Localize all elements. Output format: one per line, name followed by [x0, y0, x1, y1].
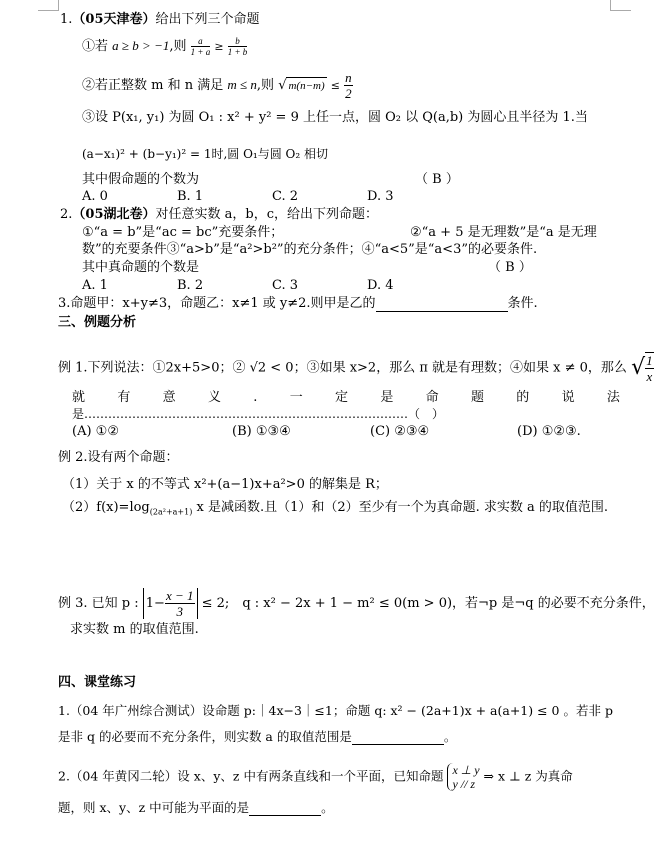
ex1-line2 — [72, 390, 620, 406]
fraction-1-over-x — [645, 352, 654, 384]
brace-bottom: y // z — [452, 777, 476, 791]
ex1-char: 就 — [72, 390, 86, 405]
q2-answer: （ B ） — [488, 260, 532, 275]
p1-answer-blank[interactable] — [352, 731, 444, 745]
p2-line1-after: ⇒ x ⊥ z 为真命 — [483, 768, 573, 784]
p2-line2-after: 。 — [321, 800, 334, 815]
ex2-item2 — [62, 500, 608, 521]
ex2-log-base: (2a²+a+1) — [149, 507, 193, 517]
ex1-line1 — [58, 352, 654, 384]
fraction-n2 — [344, 70, 353, 101]
q1-option-b: B. 1 — [177, 189, 204, 204]
ex1-char: 意 — [162, 390, 176, 405]
frac-x1-num: x − 1 — [165, 588, 194, 603]
frac-1-num: 1 — [646, 353, 653, 368]
q3 — [58, 296, 538, 312]
q1-item2-prefix: ②若正整数 m 和 n 满足 — [82, 78, 224, 93]
q1-option-c: C. 2 — [272, 189, 299, 204]
ex1-char: 有 — [117, 390, 131, 405]
ex1-line1-text: 例 1.下列说法：①2x+5>0；② √2 < 0；③如果 x>2，那么 π 就是有理数；④如果 x ≠ 0，那么 — [58, 360, 627, 376]
fraction-b — [228, 36, 248, 57]
ex3-abs-left: 1− — [145, 596, 165, 611]
section-4-title: 四、课堂练习 — [58, 675, 137, 690]
frac-b-num: b — [228, 36, 248, 47]
q1-item1-prefix: ①若 — [82, 39, 109, 54]
ex1-char: 命 — [425, 390, 439, 405]
ex1-char: 是 — [380, 390, 394, 405]
ex1-line3: 是………………………………………………………………………（ ） — [72, 407, 445, 421]
p2-line2 — [58, 800, 334, 816]
ex1-option-d: (D) ①②③. — [517, 424, 581, 439]
q2-option-b: B. 2 — [177, 278, 204, 293]
brace-top: x ⊥ y — [452, 763, 480, 777]
p1-line2-after: 。 — [443, 729, 457, 744]
sqrt-icon: √ — [631, 355, 646, 380]
ex1-option-c: (C) ②③④ — [370, 424, 430, 439]
sqrt-icon: √ — [278, 78, 287, 93]
q2-line1-left: ①“a = b”是“ac = bc”充要条件； — [82, 225, 284, 240]
ex1-char: 题 — [470, 390, 484, 405]
ex3-line1 — [58, 588, 655, 619]
q1-number: 1. — [60, 12, 73, 27]
q2-line1-right: ②“a + 5 是无理数”是“a 是无理 — [410, 225, 597, 240]
q1-item1-then: ,则 — [169, 39, 187, 54]
q2-option-d: D. 4 — [367, 278, 394, 293]
ex1-char: . — [253, 390, 258, 405]
ex3-line2: 求实数 m 的取值范围. — [70, 622, 199, 637]
q1-item2-rel: ≤ — [330, 79, 340, 92]
ex3-before: 例 3. 已知 p : — [58, 596, 139, 611]
q1-item1 — [82, 36, 247, 57]
q1-stem: 给出下列三个命题 — [155, 12, 260, 27]
section-3-title: 三、例题分析 — [58, 315, 137, 330]
p1-line2-text: 是非 q 的必要而不充分条件，则实数 a 的取值范围是 — [58, 729, 352, 744]
q1-option-a: A. 0 — [82, 189, 108, 204]
q1-item2 — [82, 70, 353, 101]
ex3-after: ≤ 2; q : x² − 2x + 1 − m² ≤ 0(m > 0)，若¬p 是¬q 的必要不充分条件， — [201, 596, 655, 611]
frac-n-num: n — [345, 70, 352, 85]
page-corner-mark-left — [38, 0, 59, 11]
q1-answer: （ B ） — [415, 172, 459, 187]
q2-heading — [60, 207, 378, 223]
fraction-x-1-over-3 — [165, 588, 195, 619]
absolute-value — [143, 588, 198, 619]
frac-a-num: a — [191, 36, 211, 47]
q2-question: 其中真命题的个数是 — [82, 260, 200, 275]
brace-system — [447, 763, 479, 791]
q1-option-d: D. 3 — [367, 189, 394, 204]
q1-item1-cond: a ≥ b > −1 — [112, 38, 170, 53]
ex1-char: 法 — [606, 390, 620, 405]
p1-line1: 1.（04 年广州综合测试）设命题 p:｜4x−3｜≤1；命题 q: x² − (2a+1)x + a(a+1) ≤ 0 。若非 p — [58, 703, 613, 718]
q1-item3-line2: (a−x₁)² + (b−y₁)² = 1时,圆 O₁与圆 O₂ 相切 — [82, 147, 329, 161]
q1-item2-sqrt: m(n−m) — [286, 77, 326, 94]
frac-n-den: 2 — [345, 86, 352, 101]
ex1-char: 定 — [335, 390, 349, 405]
frac-x-den: x — [646, 369, 653, 384]
ex2-item2-before: （2）f(x)=log — [62, 500, 150, 515]
q1-heading — [60, 12, 260, 28]
ex2-title: 例 2.设有两个命题： — [58, 450, 179, 465]
frac-b-den: 1 + b — [227, 47, 248, 57]
p2-line1 — [58, 763, 573, 791]
q2-line2: 数”的充要条件③“a>b”是“a²>b²”的充分条件；④“a<5”是“a<3”的必要条件. — [82, 242, 538, 257]
p1-line2 — [58, 729, 456, 745]
q2-option-a: A. 1 — [82, 278, 108, 293]
p2-line1-before: 2.（04 年黄冈二轮）设 x、y、z 中有两条直线和一个平面，已知命题 — [58, 768, 444, 784]
q1-question — [82, 172, 199, 188]
ex1-char: 说 — [561, 390, 575, 405]
q1-item1-rel: ≥ — [214, 40, 224, 53]
q3-text-after: 条件. — [507, 296, 538, 311]
q1-options — [82, 189, 502, 205]
q3-blank[interactable] — [376, 297, 508, 312]
q2-options — [82, 278, 462, 294]
p2-answer-blank[interactable] — [249, 802, 321, 816]
ex1-option-a: (A) ①② — [72, 424, 119, 439]
q1-source: （05天津卷） — [72, 12, 156, 27]
q1-item3-line1: ③设 P(x₁, y₁) 为圆 O₁ : x² + y² = 9 上任一点，圆 O₂ 以 Q(a,b) 为圆心且半径为 1.当 — [82, 110, 588, 125]
q2-option-c: C. 3 — [272, 278, 299, 293]
ex1-char: 的 — [516, 390, 530, 405]
q1-item2-then: ,则 — [256, 78, 275, 93]
ex1-option-b: (B) ①③④ — [232, 424, 291, 439]
q2-source: （05湖北卷） — [72, 207, 156, 222]
frac-3-den: 3 — [176, 604, 183, 619]
q3-text: 3.命题甲：x+y≠3，命题乙：x≠1 或 y≠2.则甲是乙的 — [58, 296, 376, 311]
p2-line2-text: 题，则 x、y、z 中可能为平面的是 — [58, 800, 250, 815]
q1-question-text: 其中假命题的个数为 — [82, 172, 200, 187]
ex2-item1: （1）关于 x 的不等式 x²+(a−1)x+a²>0 的解集是 R； — [62, 477, 388, 492]
ex1-char: 一 — [289, 390, 303, 405]
ex1-char: 义 — [207, 390, 221, 405]
q1-item2-cond: m ≤ n — [227, 77, 257, 92]
q2-stem: 对任意实数 a，b，c，给出下列命题： — [155, 207, 378, 222]
q2-number: 2. — [60, 207, 73, 222]
fraction-a — [191, 36, 211, 57]
frac-a-den: 1 + a — [190, 47, 211, 57]
page-corner-mark-right — [610, 0, 631, 11]
ex2-item2-after: x 是减函数.且（1）和（2）至少有一个为真命题. 求实数 a 的取值范围. — [192, 500, 609, 515]
